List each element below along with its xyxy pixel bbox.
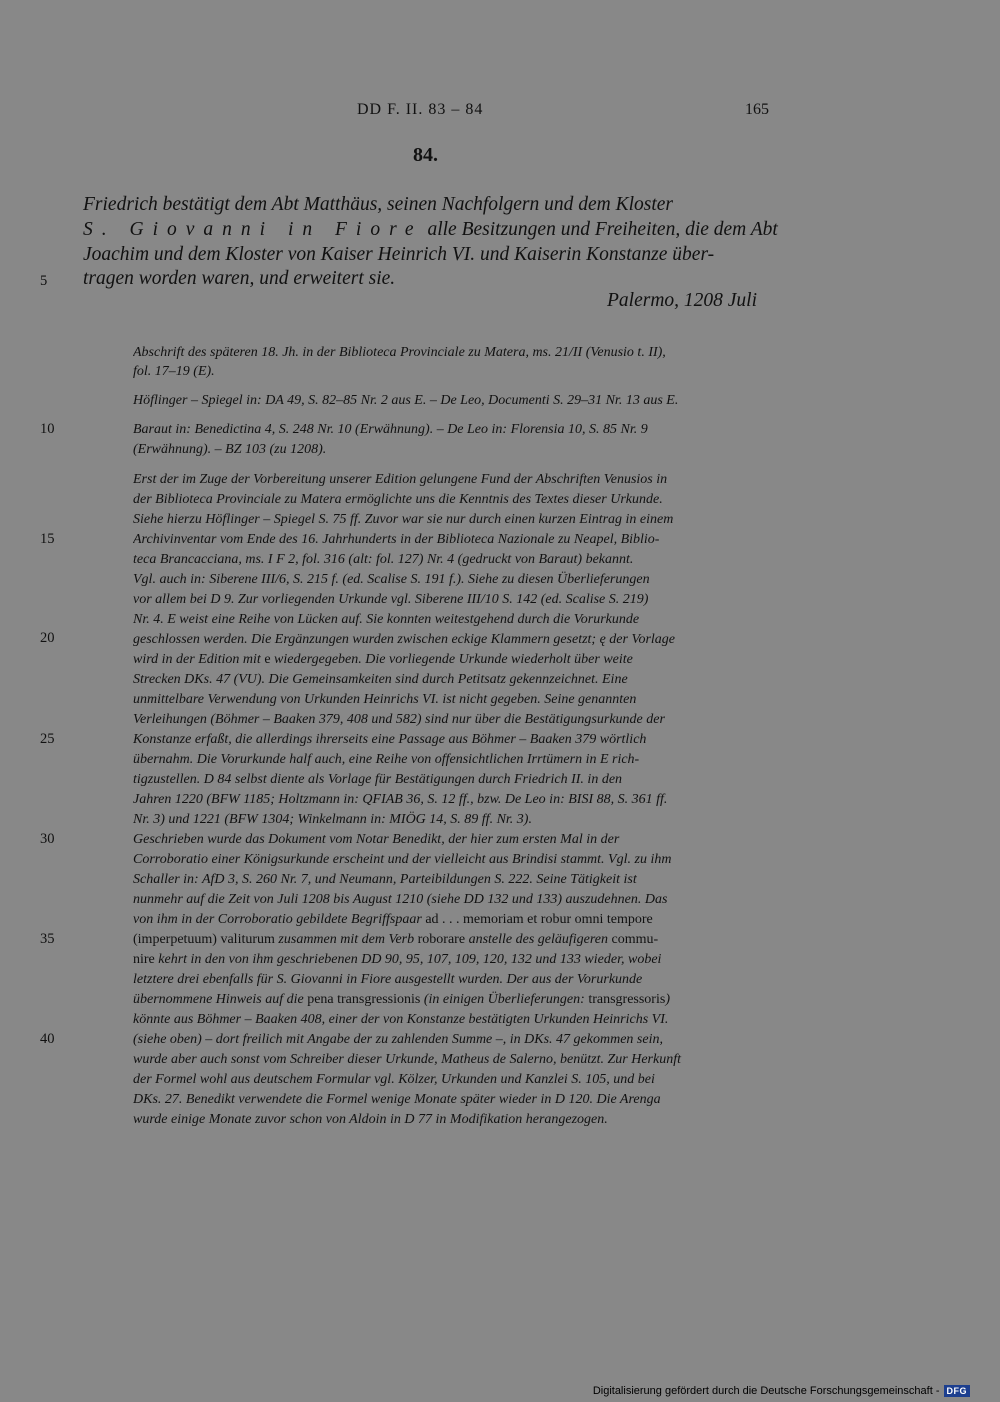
apparatus-line: der Biblioteca Provinciale zu Matera ermöglichte uns die Kenntnis des Textes dieser Urkunde. (133, 492, 663, 507)
apparatus-line (133, 650, 778, 669)
line-number: 5 (40, 273, 48, 289)
apparatus-line: (siehe oben) – dort freilich mit Angabe der zu zahlenden Summe –, in DKs. 47 gekommen sein, (133, 1032, 663, 1047)
line-number: 30 (40, 831, 55, 847)
apparatus-line: Abschrift des späteren 18. Jh. in der Biblioteca Provinciale zu Matera, ms. 21/II (Venusio t. II), (133, 345, 666, 360)
regest-line: tragen worden waren, und erweitert sie. (83, 268, 396, 289)
line-number: 10 (40, 421, 55, 437)
apparatus-line: Corroboratio einer Königsurkunde erscheint und der vielleicht aus Brindisi stammt. Vgl. zu ihm (133, 852, 672, 867)
apparatus-line: Geschrieben wurde das Dokument vom Notar Benedikt, der hier zum ersten Mal in der (133, 832, 620, 847)
apparatus-text-upright: transgressoris (588, 992, 666, 1007)
apparatus-line: letztere drei ebenfalls für S. Giovanni in Fiore ausgestellt wurden. Der aus der Vorurkunde (133, 972, 643, 987)
apparatus-text-upright: commu- (611, 932, 659, 947)
apparatus-line: Siehe hierzu Höflinger – Spiegel S. 75 ff. Zuvor war sie nur durch einen kurzen Eintrag in einem (133, 512, 674, 527)
apparatus-text-upright: nire (133, 952, 155, 967)
apparatus-line: geschlossen werden. Die Ergänzungen wurden zwischen eckige Klammern gesetzt; ę der Vorlage (133, 632, 676, 647)
apparatus-text: wiedergegeben. Die vorliegende Urkunde wiederholt über weite (270, 652, 633, 667)
apparatus-line: unmittelbare Verwendung von Urkunden Heinrichs VI. ist nicht gegeben. Seine genannten (133, 692, 637, 707)
regest-text: alle Besitzungen und Freiheiten, die dem Abt (422, 219, 778, 240)
apparatus-line: nunmehr auf die Zeit von Juli 1208 bis August 1210 (siehe DD 132 und 133) auszudehnen. Das (133, 892, 668, 907)
apparatus-line: Baraut in: Benedictina 4, S. 248 Nr. 10 (Erwähnung). – De Leo in: Florensia 10, S. 85 Nr. 9 (133, 422, 648, 437)
dfg-logo: DFG (944, 1385, 971, 1397)
footer-attribution (593, 1385, 970, 1397)
apparatus-text: kehrt in den von ihm geschriebenen DD 90, 95, 107, 109, 120, 132 und 133 wieder, wobei (154, 952, 662, 967)
apparatus-line: Verleihungen (Böhmer – Baaken 379, 408 und 582) sind nur über die Bestätigungsurkunde der (133, 712, 665, 727)
apparatus-line: tigzustellen. D 84 selbst diente als Vorlage für Bestätigungen durch Friedrich II. in den (133, 772, 623, 787)
apparatus-line: (Erwähnung). – BZ 103 (zu 1208). (133, 442, 327, 457)
apparatus-line: wurde aber auch sonst vom Schreiber dieser Urkunde, Matheus de Salerno, benützt. Zur Herkunft (133, 1052, 681, 1067)
apparatus-text: wird in der Edition mit (133, 652, 265, 667)
apparatus-line: Vgl. auch in: Siberene III/6, S. 215 f. (ed. Scalise S. 191 f.). Siehe zu diesen Überlieferungen (133, 572, 650, 587)
line-number: 35 (40, 931, 55, 947)
footer-text: Digitalisierung gefördert durch die Deutsche Forschungsgemeinschaft - (592, 1385, 940, 1397)
apparatus-line: übernahm. Die Vorurkunde half auch, eine Reihe von offensichtlichen Irrtümern in E rich- (133, 752, 640, 767)
date-place: Palermo, 1208 Juli (607, 290, 758, 311)
apparatus-text: ) (665, 992, 670, 1007)
apparatus-text: (in einigen Überlieferungen: (420, 992, 589, 1007)
regest-line: Joachim und dem Kloster von Kaiser Heinrich VI. und Kaiserin Konstanze über- (83, 244, 715, 265)
line-number: 15 (40, 531, 55, 547)
apparatus-text-upright: pena transgressionis (307, 992, 421, 1007)
apparatus-line: Erst der im Zuge der Vorbereitung unserer Edition gelungene Fund der Abschriften Venusios in (133, 472, 668, 487)
regest-line: Friedrich bestätigt dem Abt Matthäus, seinen Nachfolgern und dem Kloster (83, 194, 673, 215)
apparatus-line: Höflinger – Spiegel in: DA 49, S. 82–85 Nr. 2 aus E. – De Leo, Documenti S. 29–31 Nr. 13 aus E. (133, 393, 679, 408)
document-number: 84. (413, 144, 438, 166)
apparatus-line: Schaller in: AfD 3, S. 260 Nr. 7, und Neumann, Parteibildungen S. 222. Seine Tätigkeit ist (133, 872, 637, 887)
apparatus-line (133, 910, 778, 929)
apparatus-text: übernommene Hinweis auf die (133, 992, 308, 1007)
line-number: 40 (40, 1031, 55, 1047)
apparatus-text-upright: (imperpetuum) valiturum (133, 932, 275, 947)
apparatus-line: könnte aus Böhmer – Baaken 408, einer der von Konstanze bestätigten Urkunden Heinrichs VI. (133, 1012, 669, 1027)
running-header-left: DD F. II. 83 – 84 (357, 101, 484, 118)
regest-line (83, 218, 778, 243)
line-number: 20 (40, 630, 55, 646)
apparatus-line: vor allem bei D 9. Zur vorliegenden Urkunde vgl. Siberene III/10 S. 142 (ed. Scalise S. 219) (133, 592, 649, 607)
apparatus-line: fol. 17–19 (E). (133, 364, 215, 379)
apparatus-text-upright: e (264, 652, 271, 667)
apparatus-line: Jahren 1220 (BFW 1185; Holtzmann in: QFIAB 36, S. 12 ff., bzw. De Leo in: BISI 88, S. 361 ff. (133, 792, 668, 807)
apparatus-text-upright: roborare (417, 932, 466, 947)
apparatus-line: DKs. 27. Benedikt verwendete die Formel wenige Monate später wieder in D 120. Die Arenga (133, 1092, 661, 1107)
apparatus-line: Archivinventar vom Ende des 16. Jahrhunderts in der Biblioteca Nazionale zu Neapel, Biblio- (133, 532, 660, 547)
apparatus-text: zusammen mit dem Verb (274, 932, 418, 947)
apparatus-line (133, 990, 778, 1009)
apparatus-text: anstelle des geläufigeren (465, 932, 612, 947)
apparatus-text: von ihm in der Corroboratio gebildete Begriffspaar (133, 912, 426, 927)
line-number: 25 (40, 731, 55, 747)
apparatus-line (133, 950, 778, 969)
apparatus-text-upright: ad . . . memoriam et robur omni tempore (425, 912, 653, 927)
apparatus-line: Nr. 3) und 1221 (BFW 1304; Winkelmann in: MIÖG 14, S. 89 ff. Nr. 3). (133, 812, 532, 827)
apparatus-line: Konstanze erfaßt, die allerdings ihrerseits eine Passage aus Böhmer – Baaken 379 wörtlich (133, 732, 647, 747)
apparatus-line: teca Brancacciana, ms. I F 2, fol. 316 (alt: fol. 127) Nr. 4 (gedruckt von Baraut) bekannt. (133, 552, 634, 567)
apparatus-line (133, 930, 778, 949)
page-number: 165 (745, 101, 769, 118)
apparatus-line: der Formel wohl aus deutschem Formular vgl. Kölzer, Urkunden und Kanzlei S. 105, und bei (133, 1072, 655, 1087)
apparatus-line: wurde einige Monate zuvor schon von Aldoin in D 77 in Modifikation herangezogen. (133, 1112, 608, 1127)
apparatus-line: Strecken DKs. 47 (VU). Die Gemeinsamkeiten sind durch Petitsatz gekennzeichnet. Eine (133, 672, 628, 687)
apparatus-line: Nr. 4. E weist eine Reihe von Lücken auf. Sie konnten weitestgehend durch die Vorurkunde (133, 612, 640, 627)
place-name-spaced: S. Giovanni in Fiore (83, 219, 423, 240)
